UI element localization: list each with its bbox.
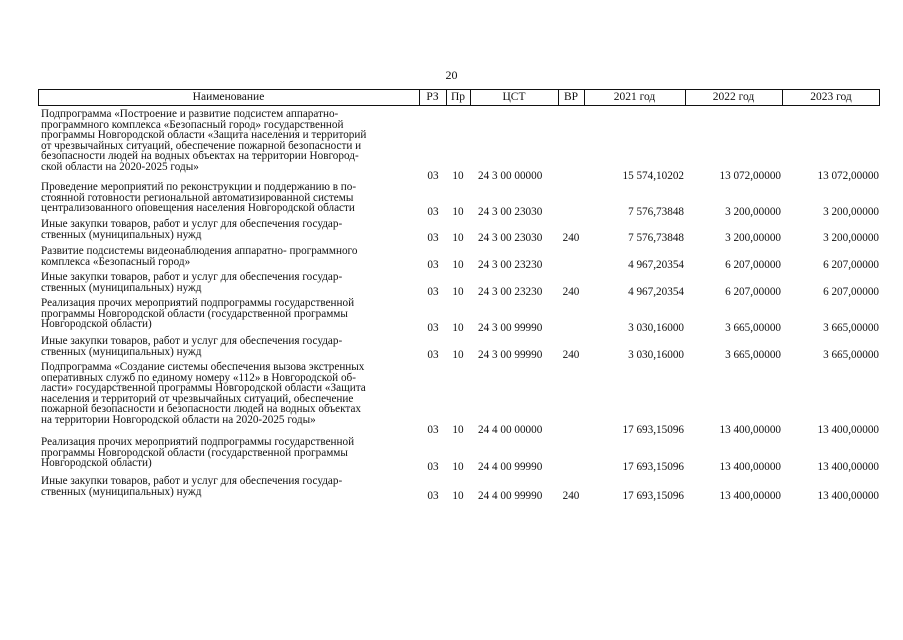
row-2023: 6 207,00000 xyxy=(823,286,879,298)
header-vr: ВР xyxy=(563,91,579,103)
row-name: Подпрограмма «Создание системы обеспечения вызова экстренных оперативных служб по единому номеру «112» в Новгородской об- ласти» государственной программы Новгородской области «Защита населения и территорий от чрезвычайных ситуаций, обеспечение пожарной безопасности и безопасности людей на водных объектах на территории Новгородской области на 2020-2025 годы» xyxy=(41,361,366,426)
table-row xyxy=(0,246,903,271)
row-pr: 10 xyxy=(452,322,464,334)
header-name: Наименование xyxy=(192,91,265,103)
row-cst: 24 4 00 99990 xyxy=(478,461,543,473)
header-pr: Пр xyxy=(450,91,466,103)
row-2022: 3 200,00000 xyxy=(725,206,781,218)
row-2021: 7 576,73848 xyxy=(628,206,684,218)
row-2023: 3 665,00000 xyxy=(823,349,879,361)
row-name: Иные закупки товаров, работ и услуг для обеспечения государ- ственных (муниципальных) нужд xyxy=(41,218,343,241)
row-2021: 4 967,20354 xyxy=(628,259,684,271)
row-2022: 13 400,00000 xyxy=(719,461,781,473)
row-cst: 24 4 00 99990 xyxy=(478,490,543,502)
row-rz: 03 xyxy=(427,286,439,298)
table-row xyxy=(0,109,903,182)
table-row xyxy=(0,476,903,502)
row-cst: 24 3 00 23230 xyxy=(478,286,543,298)
row-cst: 24 4 00 00000 xyxy=(478,424,543,436)
row-pr: 10 xyxy=(452,170,464,182)
row-name: Реализация прочих мероприятий подпрограммы государственной программы Новгородской области (государственной программы Новгородской области) xyxy=(41,436,355,470)
row-rz: 03 xyxy=(427,349,439,361)
row-cst: 24 3 00 23030 xyxy=(478,232,543,244)
row-2021: 3 030,16000 xyxy=(628,349,684,361)
table-row xyxy=(0,182,903,218)
row-name: Иные закупки товаров, работ и услуг для обеспечения государ- ственных (муниципальных) нужд xyxy=(41,335,343,358)
row-name: Подпрограмма «Построение и развитие подсистем аппаратно- программного комплекса «Безопасный город» государственной программы Новгородской области «Защита населения и территорий от чрезвычайных ситуаций, обеспечение пожарной безопасности и безопасности людей на водных объектах на территории Новгород- ской области на 2020-2025 годы» xyxy=(41,108,367,173)
row-rz: 03 xyxy=(427,206,439,218)
table-row xyxy=(0,336,903,361)
row-vr: 240 xyxy=(562,286,580,298)
row-name: Развитие подсистемы видеонаблюдения аппаратно- программного комплекса «Безопасный город» xyxy=(41,245,358,268)
row-2023: 13 400,00000 xyxy=(817,490,879,502)
row-2022: 13 072,00000 xyxy=(719,170,781,182)
row-2023: 3 200,00000 xyxy=(823,206,879,218)
header-2023: 2023 год xyxy=(810,91,852,103)
row-name: Иные закупки товаров, работ и услуг для обеспечения государ- ственных (муниципальных) нужд xyxy=(41,271,343,294)
row-2022: 3 200,00000 xyxy=(725,232,781,244)
row-rz: 03 xyxy=(427,259,439,271)
row-2021: 3 030,16000 xyxy=(628,322,684,334)
row-2021: 17 693,15096 xyxy=(622,424,684,436)
row-cst: 24 3 00 99990 xyxy=(478,349,543,361)
table-row xyxy=(0,437,903,473)
row-2022: 13 400,00000 xyxy=(719,424,781,436)
row-2023: 13 400,00000 xyxy=(817,461,879,473)
row-2022: 3 665,00000 xyxy=(725,349,781,361)
row-rz: 03 xyxy=(427,424,439,436)
row-rz: 03 xyxy=(427,490,439,502)
row-2023: 6 207,00000 xyxy=(823,259,879,271)
row-2022: 6 207,00000 xyxy=(725,286,781,298)
table-row xyxy=(0,272,903,298)
row-pr: 10 xyxy=(452,259,464,271)
row-rz: 03 xyxy=(427,232,439,244)
row-cst: 24 3 00 23230 xyxy=(478,259,543,271)
row-2021: 17 693,15096 xyxy=(622,461,684,473)
row-2023: 3 200,00000 xyxy=(823,232,879,244)
row-rz: 03 xyxy=(427,170,439,182)
row-2021: 15 574,10202 xyxy=(622,170,684,182)
row-pr: 10 xyxy=(452,461,464,473)
row-name: Иные закупки товаров, работ и услуг для обеспечения государ- ственных (муниципальных) нужд xyxy=(41,475,343,498)
header-rz: РЗ xyxy=(426,91,439,103)
row-pr: 10 xyxy=(452,490,464,502)
row-2023: 13 072,00000 xyxy=(817,170,879,182)
table-row xyxy=(0,219,903,244)
row-pr: 10 xyxy=(452,349,464,361)
row-cst: 24 3 00 23030 xyxy=(478,206,543,218)
row-pr: 10 xyxy=(452,232,464,244)
row-2021: 4 967,20354 xyxy=(628,286,684,298)
row-2023: 3 665,00000 xyxy=(823,322,879,334)
row-cst: 24 3 00 00000 xyxy=(478,170,543,182)
table-row xyxy=(0,298,903,334)
row-vr: 240 xyxy=(562,490,580,502)
row-2022: 13 400,00000 xyxy=(719,490,781,502)
row-pr: 10 xyxy=(452,206,464,218)
row-2022: 3 665,00000 xyxy=(725,322,781,334)
row-2023: 13 400,00000 xyxy=(817,424,879,436)
row-vr: 240 xyxy=(562,232,580,244)
table-row xyxy=(0,362,903,436)
header-2021: 2021 год xyxy=(613,91,656,103)
header-2022: 2022 год xyxy=(712,91,755,103)
row-2021: 7 576,73848 xyxy=(628,232,684,244)
row-rz: 03 xyxy=(427,322,439,334)
row-pr: 10 xyxy=(452,424,464,436)
row-2021: 17 693,15096 xyxy=(622,490,684,502)
page-number: 20 xyxy=(445,68,458,82)
row-rz: 03 xyxy=(427,461,439,473)
row-name: Реализация прочих мероприятий подпрограммы государственной программы Новгородской области (государственной программы Новгородской области) xyxy=(41,297,355,331)
header-cst: ЦСТ xyxy=(502,91,526,103)
row-pr: 10 xyxy=(452,286,464,298)
row-cst: 24 3 00 99990 xyxy=(478,322,543,334)
row-2022: 6 207,00000 xyxy=(725,259,781,271)
row-name: Проведение мероприятий по реконструкции и поддержанию в по- стоянной готовности региональной автоматизированной системы централизованного оповещения населения Новгородской области xyxy=(41,181,357,215)
row-vr: 240 xyxy=(562,349,580,361)
